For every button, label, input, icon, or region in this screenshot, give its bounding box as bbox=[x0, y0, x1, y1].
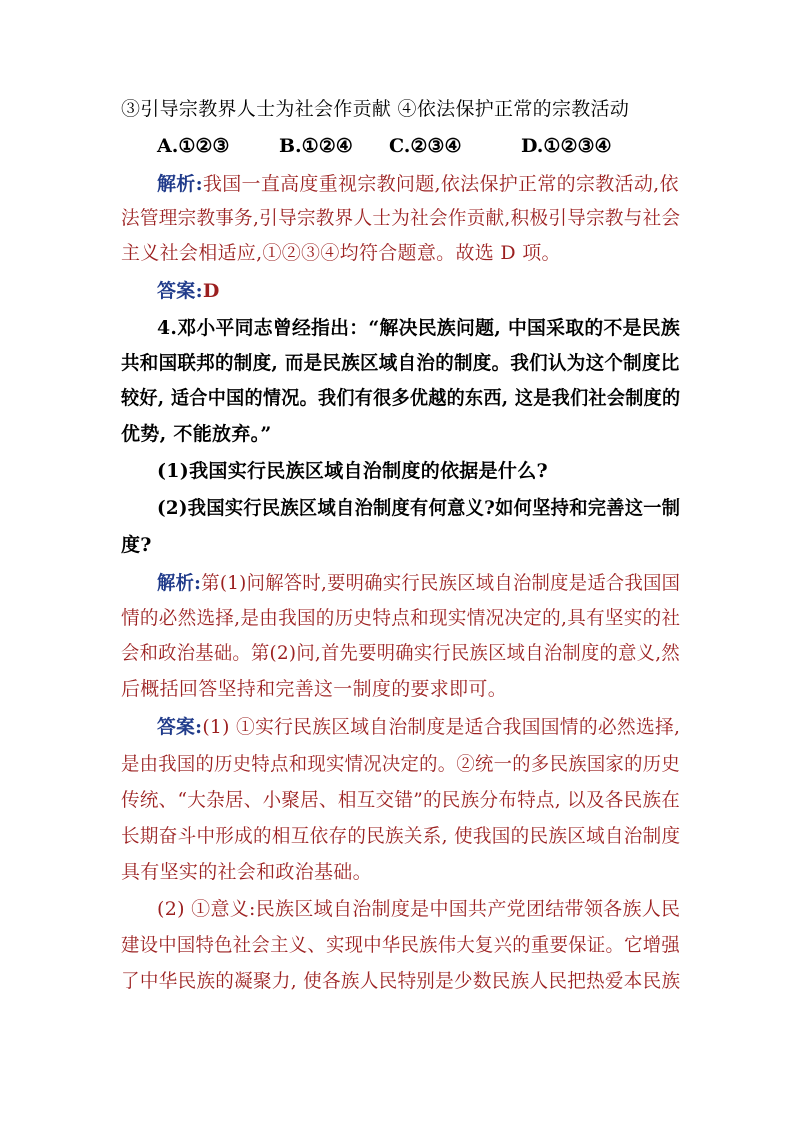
q4-analysis-line-4: 后概括回答坚持和完善这一制度的要求即可。 bbox=[121, 678, 508, 700]
q3-option-line: ③引导宗教界人士为社会作贡献 ④依法保护正常的宗教活动 bbox=[121, 98, 630, 120]
q4-answer-line-6: (2) ①意义:民族区域自治制度是中国共产党团结带领各族人民 bbox=[157, 898, 681, 920]
q4-subquestion-1: (1)我国实行民族区域自治制度的依据是什么? bbox=[157, 460, 548, 482]
option-b: B.①②④ bbox=[279, 135, 353, 157]
option-a: A.①②③ bbox=[157, 135, 230, 157]
q4-answer-line-5: 具有坚实的社会和政治基础。 bbox=[121, 861, 372, 883]
q3-answer bbox=[157, 279, 220, 303]
q3-analysis-line-3: 主义社会相适应,①②③④均符合题意。故选 D 项。 bbox=[121, 242, 561, 264]
q4-subquestion-2-line-1: (2)我国实行民族区域自治制度有何意义?如何坚持和完善这一制 bbox=[157, 497, 681, 519]
q4-answer-line-1: 答案:(1) ①实行民族区域自治制度是适合我国国情的必然选择, bbox=[157, 716, 681, 738]
q4-subquestion-2-line-2: 度? bbox=[121, 534, 152, 556]
answer-value: D bbox=[202, 280, 220, 302]
answer-label: 答案: bbox=[157, 280, 203, 302]
q3-analysis-line-1: 解析:我国一直高度重视宗教问题,依法保护正常的宗教活动,依 bbox=[157, 173, 679, 195]
q4-analysis-line-2: 情的必然选择,是由我国的历史特点和现实情况决定的,具有坚实的社 bbox=[121, 607, 681, 629]
answer-label: 答案: bbox=[157, 716, 203, 738]
option-d: D.①②③④ bbox=[521, 135, 612, 157]
q4-answer-line-7: 建设中国特色社会主义、实现中华民族伟大复兴的重要保证。它增强 bbox=[121, 934, 681, 956]
q4-analysis-line-3: 会和政治基础。第(2)问,首先要明确实行民族区域自治制度的意义,然 bbox=[121, 642, 680, 664]
analysis-label: 解析: bbox=[157, 173, 203, 195]
q3-analysis-line-2: 法管理宗教事务,引导宗教界人士为社会作贡献,积极引导宗教与社会 bbox=[121, 207, 681, 229]
q4-stem-line-4: 优势, 不能放弃。” bbox=[121, 423, 272, 445]
q4-stem-line-2: 共和国联邦的制度, 而是民族区域自治的制度。我们认为这个制度比 bbox=[121, 352, 680, 374]
option-c: C.②③④ bbox=[389, 135, 462, 157]
q4-answer-line-4: 长期奋斗中形成的相互依存的民族关系, 使我国的民族区域自治制度 bbox=[121, 825, 681, 847]
q4-answer-line-8: 了中华民族的凝聚力, 使各族人民特别是少数民族人民把热爱本民族 bbox=[121, 970, 681, 992]
q4-answer-line-2: 是由我国的历史特点和现实情况决定的。②统一的多民族国家的历史 bbox=[121, 753, 681, 775]
q4-stem-line-3: 较好, 适合中国的情况。我们有很多优越的东西, 这是我们社会制度的 bbox=[121, 387, 681, 409]
q4-answer-line-3: 传统、“大杂居、小聚居、相互交错”的民族分布特点, 以及各民族在 bbox=[121, 789, 681, 811]
q4-analysis-line-1: 解析:第(1)问解答时,要明确实行民族区域自治制度是适合我国国 bbox=[157, 572, 681, 594]
q4-stem-line-1: 4.邓小平同志曾经指出：“解决民族问题, 中国采取的不是民族 bbox=[157, 317, 680, 339]
analysis-label: 解析: bbox=[157, 572, 202, 594]
